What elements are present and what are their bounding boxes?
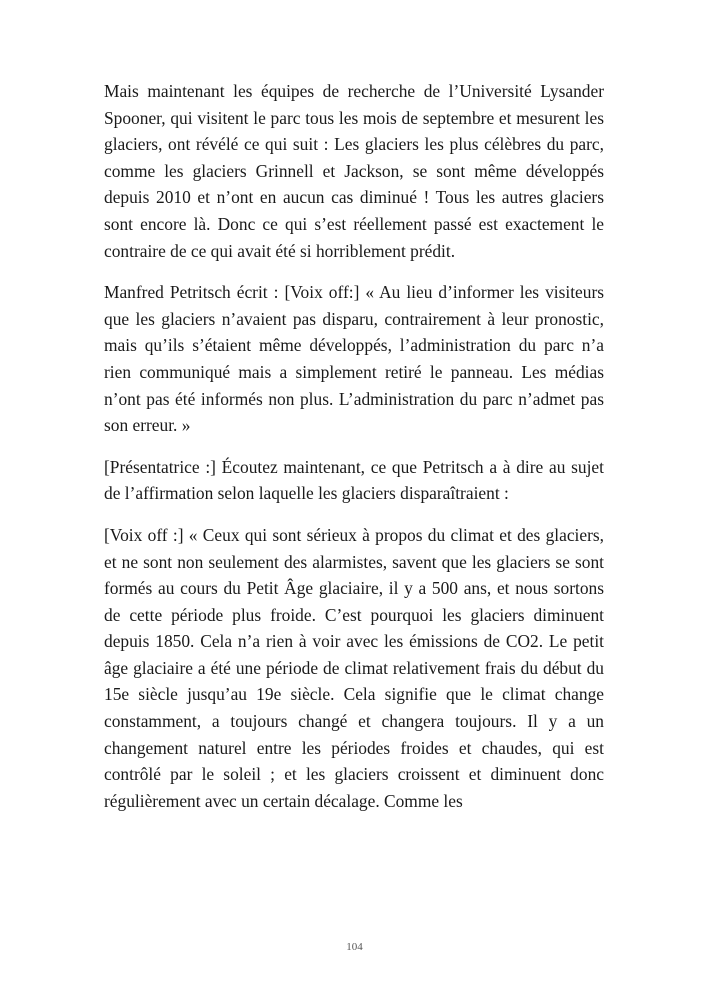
page-number: 104	[346, 941, 363, 953]
paragraph: [Voix off :] « Ceux qui sont sérieux à propos du climat et des glaciers, et ne sont non seulement des alarmistes, savent que les glaciers se sont formés au cours du Petit Âge glaciaire, il y a 500 ans, et nous sortons de cette période plus froide. C’est pourquoi les glaciers diminuent depuis 1850. Cela n’a rien à voir avec les émissions de CO2. Le petit âge glaciaire a été une période de climat relativement frais du début du 15e siècle jusqu’au 19e siècle. Cela signifie que le climat change constamment, a toujours changé et changera toujours. Il y a un changement naturel entre les périodes froides et chaudes, qui est contrôlé par le soleil ; et les glaciers croissent et diminuent donc régulièrement avec un certain décalage. Comme les	[104, 524, 604, 811]
paragraph: [Présentatrice :] Écoutez maintenant, ce que Petritsch a à dire au sujet de l’affirmation selon laquelle les glaciers disparaîtraient :	[104, 456, 604, 504]
paragraph: Manfred Petritsch écrit : [Voix off:] « Au lieu d’informer les visiteurs que les glaciers n’avaient pas disparu, contrairement à leur pronostic, mais qu’ils s’étaient même développés, l’administration du parc n’a rien communiqué mais a simplement retiré le panneau. Les médias n’ont pas été informés non plus. L’administration du parc n’admet pas son erreur. »	[104, 282, 604, 436]
body-text	[104, 78, 604, 829]
paragraph: Mais maintenant les équipes de recherche de l’Université Lysander Spooner, qui visitent le parc tous les mois de septembre et mesurent les glaciers, ont révélé ce qui suit : Les glaciers les plus célèbres du parc, comme les glaciers Grinnell et Jackson, se sont même développés depuis 2010 et n’ont en aucun cas diminué ! Tous les autres glaciers sont encore là. Donc ce qui s’est réellement passé est exactement le contraire de ce qui avait été si horriblement prédit.	[104, 81, 604, 261]
